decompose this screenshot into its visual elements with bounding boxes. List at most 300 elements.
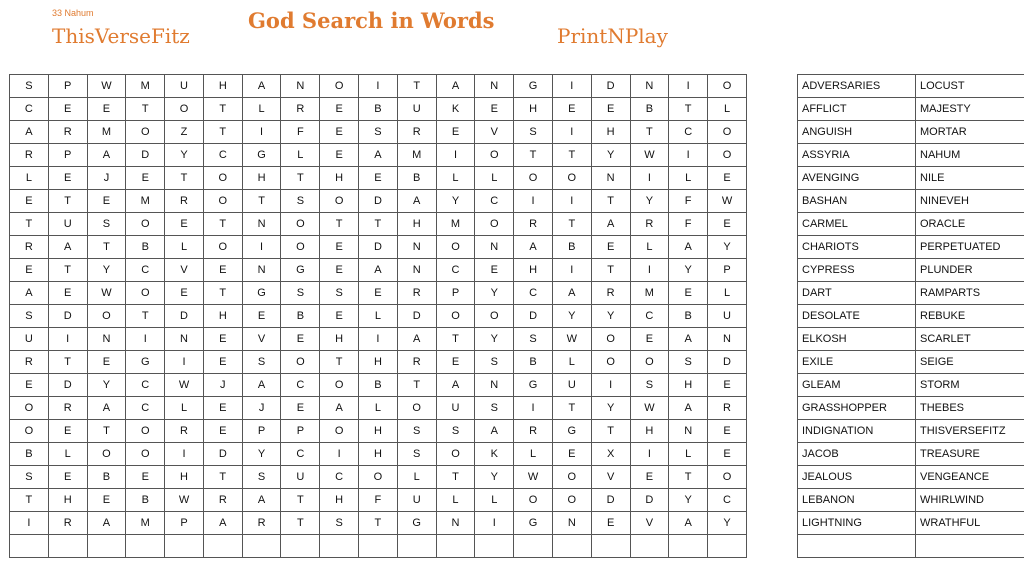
grid-cell: I: [552, 121, 591, 144]
grid-cell: C: [630, 305, 669, 328]
grid-cell: Y: [242, 443, 281, 466]
word-item: WHIRLWIND: [916, 489, 1024, 512]
grid-cell: O: [281, 236, 320, 259]
grid-row: [10, 144, 747, 167]
grid-cell: A: [669, 236, 708, 259]
grid-cell: N: [475, 75, 514, 98]
word-row: [798, 236, 1024, 259]
grid-cell: O: [126, 213, 165, 236]
word-item: RAMPARTS: [916, 282, 1024, 305]
grid-cell: R: [242, 512, 281, 535]
grid-row: [10, 466, 747, 489]
grid-cell: O: [320, 420, 359, 443]
grid-cell: O: [436, 305, 475, 328]
grid-cell: L: [165, 236, 204, 259]
grid-cell: L: [397, 466, 436, 489]
word-row: [798, 466, 1024, 489]
word-item: THISVERSEFITZ: [916, 420, 1024, 443]
grid-cell: S: [669, 351, 708, 374]
grid-cell: T: [552, 213, 591, 236]
grid-cell: E: [48, 420, 87, 443]
grid-cell: W: [165, 374, 204, 397]
grid-cell: G: [552, 420, 591, 443]
grid-cell: U: [708, 305, 747, 328]
grid-cell: E: [320, 121, 359, 144]
grid-cell: A: [669, 328, 708, 351]
grid-cell: O: [320, 374, 359, 397]
grid-cell: I: [552, 259, 591, 282]
grid-cell: M: [630, 282, 669, 305]
grid-row: [10, 420, 747, 443]
grid-cell: A: [10, 121, 49, 144]
grid-cell: R: [514, 213, 553, 236]
grid-cell: N: [242, 259, 281, 282]
grid-cell: T: [436, 466, 475, 489]
grid-cell: E: [48, 466, 87, 489]
grid-cell: P: [242, 420, 281, 443]
grid-cell: T: [397, 374, 436, 397]
grid-cell: M: [436, 213, 475, 236]
word-item: STORM: [916, 374, 1024, 397]
grid-cell: A: [87, 144, 126, 167]
grid-cell: Y: [552, 305, 591, 328]
word-row: [798, 489, 1024, 512]
word-row: [798, 98, 1024, 121]
grid-cell: Y: [708, 512, 747, 535]
grid-cell: J: [87, 167, 126, 190]
word-item-empty: [916, 535, 1024, 558]
grid-cell: O: [475, 144, 514, 167]
grid-cell: S: [397, 420, 436, 443]
grid-cell: S: [87, 213, 126, 236]
grid-cell: I: [126, 328, 165, 351]
grid-cell: I: [165, 351, 204, 374]
grid-cell: I: [514, 397, 553, 420]
word-item: ANGUISH: [798, 121, 916, 144]
grid-cell: R: [708, 397, 747, 420]
word-row: [798, 328, 1024, 351]
grid-cell: O: [708, 144, 747, 167]
grid-cell-empty: [669, 535, 708, 558]
grid-cell: O: [281, 351, 320, 374]
grid-cell: O: [281, 213, 320, 236]
grid-cell: S: [514, 121, 553, 144]
grid-cell: O: [552, 466, 591, 489]
word-row: [798, 282, 1024, 305]
grid-cell: I: [475, 512, 514, 535]
grid-cell: E: [10, 190, 49, 213]
grid-cell: E: [436, 351, 475, 374]
grid-cell: N: [397, 236, 436, 259]
grid-cell: I: [669, 144, 708, 167]
grid-cell: A: [242, 489, 281, 512]
grid-cell: O: [436, 443, 475, 466]
grid-cell-empty: [359, 535, 398, 558]
grid-cell: R: [10, 144, 49, 167]
grid-cell: O: [10, 397, 49, 420]
grid-cell: R: [397, 121, 436, 144]
grid-cell: Y: [436, 190, 475, 213]
grid-cell: T: [10, 489, 49, 512]
grid-cell: T: [359, 512, 398, 535]
grid-row: [10, 374, 747, 397]
grid-cell: I: [165, 443, 204, 466]
grid-cell: T: [203, 98, 242, 121]
grid-cell: T: [203, 213, 242, 236]
grid-cell: C: [126, 397, 165, 420]
grid-cell: C: [126, 259, 165, 282]
grid-cell-empty: [552, 535, 591, 558]
grid-cell: E: [87, 98, 126, 121]
grid-cell: N: [397, 259, 436, 282]
grid-cell: S: [397, 443, 436, 466]
grid-cell: H: [320, 328, 359, 351]
grid-cell: G: [514, 75, 553, 98]
grid-cell: L: [708, 98, 747, 121]
grid-cell: P: [48, 75, 87, 98]
grid-cell: G: [126, 351, 165, 374]
grid-cell: I: [242, 236, 281, 259]
grid-cell: U: [552, 374, 591, 397]
word-row: [798, 75, 1024, 98]
grid-cell: U: [397, 98, 436, 121]
grid-cell: A: [436, 75, 475, 98]
grid-cell: N: [242, 213, 281, 236]
word-item: CHARIOTS: [798, 236, 916, 259]
grid-cell: N: [669, 420, 708, 443]
grid-cell: I: [630, 167, 669, 190]
grid-cell-empty: [591, 535, 630, 558]
grid-cell: L: [669, 167, 708, 190]
grid-cell: E: [591, 512, 630, 535]
grid-cell: T: [87, 236, 126, 259]
grid-cell: A: [552, 282, 591, 305]
grid-row: [10, 167, 747, 190]
grid-cell: S: [320, 282, 359, 305]
word-item: AVENGING: [798, 167, 916, 190]
grid-cell: C: [320, 466, 359, 489]
grid-cell: F: [359, 489, 398, 512]
grid-cell: C: [10, 98, 49, 121]
grid-cell: D: [708, 351, 747, 374]
word-item: JEALOUS: [798, 466, 916, 489]
word-item: NINEVEH: [916, 190, 1024, 213]
grid-cell: H: [514, 259, 553, 282]
grid-cell: M: [126, 512, 165, 535]
grid-cell: A: [514, 236, 553, 259]
word-item: ELKOSH: [798, 328, 916, 351]
grid-cell: S: [475, 351, 514, 374]
grid-cell: Y: [475, 466, 514, 489]
grid-cell: O: [591, 328, 630, 351]
grid-cell: L: [630, 236, 669, 259]
grid-cell: D: [48, 374, 87, 397]
grid-cell: E: [87, 489, 126, 512]
grid-cell: T: [48, 190, 87, 213]
chapter-label: 33 Nahum: [52, 8, 94, 18]
grid-cell: E: [320, 236, 359, 259]
grid-cell: O: [10, 420, 49, 443]
word-item: ASSYRIA: [798, 144, 916, 167]
grid-cell: O: [126, 282, 165, 305]
grid-cell: C: [281, 443, 320, 466]
grid-cell: Y: [475, 282, 514, 305]
grid-cell: E: [708, 213, 747, 236]
grid-cell: E: [242, 305, 281, 328]
grid-cell: H: [203, 75, 242, 98]
grid-cell: S: [436, 420, 475, 443]
grid-cell: E: [10, 259, 49, 282]
grid-cell: Y: [591, 144, 630, 167]
grid-cell: D: [165, 305, 204, 328]
grid-cell: R: [10, 351, 49, 374]
grid-cell-empty: [708, 535, 747, 558]
grid-cell-empty: [48, 535, 87, 558]
grid-cell: L: [359, 305, 398, 328]
grid-cell: E: [591, 236, 630, 259]
grid-cell: T: [436, 328, 475, 351]
grid-cell: A: [397, 190, 436, 213]
grid-cell: E: [10, 374, 49, 397]
grid-cell: T: [242, 190, 281, 213]
grid-cell-empty: [203, 535, 242, 558]
grid-cell: V: [591, 466, 630, 489]
grid-cell: W: [87, 282, 126, 305]
grid-cell: A: [87, 397, 126, 420]
grid-row: [10, 282, 747, 305]
grid-cell-empty: [397, 535, 436, 558]
grid-cell: I: [320, 443, 359, 466]
word-item: AFFLICT: [798, 98, 916, 121]
grid-cell-empty: [320, 535, 359, 558]
grid-cell: P: [708, 259, 747, 282]
grid-row: [10, 512, 747, 535]
grid-cell: P: [436, 282, 475, 305]
grid-cell: H: [591, 121, 630, 144]
grid-cell: A: [242, 75, 281, 98]
grid-cell: Y: [87, 259, 126, 282]
grid-cell: E: [165, 213, 204, 236]
grid-cell: B: [359, 374, 398, 397]
grid-cell: N: [708, 328, 747, 351]
word-row: [798, 443, 1024, 466]
grid-cell: S: [281, 190, 320, 213]
grid-cell: O: [708, 75, 747, 98]
grid-row: [10, 397, 747, 420]
grid-cell: T: [591, 420, 630, 443]
grid-row: [10, 121, 747, 144]
grid-cell: I: [359, 328, 398, 351]
grid-cell: I: [591, 374, 630, 397]
word-item: CYPRESS: [798, 259, 916, 282]
grid-cell: O: [514, 167, 553, 190]
grid-cell: O: [475, 305, 514, 328]
grid-cell: V: [242, 328, 281, 351]
grid-cell: E: [281, 397, 320, 420]
grid-row: [10, 236, 747, 259]
grid-cell: U: [48, 213, 87, 236]
grid-cell: T: [203, 466, 242, 489]
grid-cell: E: [320, 259, 359, 282]
grid-cell: D: [630, 489, 669, 512]
grid-cell: T: [48, 259, 87, 282]
grid-cell: E: [126, 466, 165, 489]
grid-cell: C: [669, 121, 708, 144]
grid-cell: H: [630, 420, 669, 443]
grid-cell: Y: [669, 259, 708, 282]
grid-cell: O: [436, 236, 475, 259]
grid-cell: W: [514, 466, 553, 489]
grid-cell: O: [552, 167, 591, 190]
grid-cell: L: [552, 351, 591, 374]
grid-cell: O: [708, 121, 747, 144]
grid-cell: E: [630, 328, 669, 351]
grid-cell: Y: [591, 305, 630, 328]
grid-cell: H: [359, 443, 398, 466]
grid-cell: L: [436, 167, 475, 190]
word-item: TREASURE: [916, 443, 1024, 466]
grid-cell: N: [436, 512, 475, 535]
grid-cell: H: [320, 489, 359, 512]
grid-cell: V: [630, 512, 669, 535]
grid-cell: E: [669, 282, 708, 305]
grid-cell: A: [475, 420, 514, 443]
word-item: GLEAM: [798, 374, 916, 397]
word-list: [797, 74, 1024, 558]
word-item: PLUNDER: [916, 259, 1024, 282]
grid-cell: M: [126, 190, 165, 213]
grid-cell: A: [591, 213, 630, 236]
word-row: [798, 512, 1024, 535]
grid-row: [10, 259, 747, 282]
word-row: [798, 213, 1024, 236]
word-item: LEBANON: [798, 489, 916, 512]
grid-cell: Y: [475, 328, 514, 351]
grid-cell: E: [48, 282, 87, 305]
word-item: EXILE: [798, 351, 916, 374]
grid-cell: B: [397, 167, 436, 190]
grid-cell: I: [552, 75, 591, 98]
grid-cell: N: [591, 167, 630, 190]
grid-cell: Y: [165, 144, 204, 167]
word-item: GRASSHOPPER: [798, 397, 916, 420]
grid-cell: A: [242, 374, 281, 397]
grid-cell: E: [630, 466, 669, 489]
grid-cell: U: [10, 328, 49, 351]
grid-cell: T: [669, 98, 708, 121]
grid-cell: G: [514, 512, 553, 535]
grid-cell: E: [359, 282, 398, 305]
grid-cell: B: [630, 98, 669, 121]
grid-cell: S: [10, 466, 49, 489]
word-item: NILE: [916, 167, 1024, 190]
grid-cell: L: [10, 167, 49, 190]
grid-cell: C: [436, 259, 475, 282]
grid-cell: B: [514, 351, 553, 374]
grid-cell-empty: [87, 535, 126, 558]
word-row: [798, 397, 1024, 420]
grid-cell: L: [514, 443, 553, 466]
grid-cell: E: [359, 167, 398, 190]
grid-cell: G: [514, 374, 553, 397]
word-item: WRATHFUL: [916, 512, 1024, 535]
grid-cell: Y: [630, 190, 669, 213]
grid-cell: T: [165, 167, 204, 190]
grid-cell: I: [10, 512, 49, 535]
grid-cell: D: [359, 190, 398, 213]
grid-cell: B: [126, 236, 165, 259]
grid-cell: H: [514, 98, 553, 121]
grid-cell: T: [203, 282, 242, 305]
word-item: REBUKE: [916, 305, 1024, 328]
grid-cell: O: [475, 213, 514, 236]
grid-cell: C: [708, 489, 747, 512]
grid-cell: T: [320, 351, 359, 374]
grid-cell: L: [708, 282, 747, 305]
page-title: God Search in Words: [248, 8, 495, 33]
grid-cell-empty: [10, 535, 49, 558]
grid-cell: L: [281, 144, 320, 167]
word-item: CARMEL: [798, 213, 916, 236]
grid-cell: R: [397, 351, 436, 374]
grid-cell: A: [359, 144, 398, 167]
grid-cell: S: [320, 512, 359, 535]
grid-cell: T: [591, 190, 630, 213]
grid-row: [10, 351, 747, 374]
grid-cell: L: [48, 443, 87, 466]
grid-cell: G: [242, 282, 281, 305]
grid-cell: O: [514, 489, 553, 512]
grid-cell: I: [242, 121, 281, 144]
grid-cell: M: [87, 121, 126, 144]
grid-cell: I: [436, 144, 475, 167]
word-item: ORACLE: [916, 213, 1024, 236]
grid-cell: E: [126, 167, 165, 190]
grid-cell: R: [591, 282, 630, 305]
grid-cell: E: [708, 374, 747, 397]
grid-cell: E: [475, 98, 514, 121]
word-item: PERPETUATED: [916, 236, 1024, 259]
grid-cell: L: [669, 443, 708, 466]
grid-cell: H: [359, 351, 398, 374]
grid-cell: E: [591, 98, 630, 121]
grid-cell: O: [126, 420, 165, 443]
grid-row: [10, 489, 747, 512]
word-item: SCARLET: [916, 328, 1024, 351]
grid-cell: C: [514, 282, 553, 305]
grid-cell: O: [165, 98, 204, 121]
grid-cell: O: [203, 167, 242, 190]
grid-cell: G: [242, 144, 281, 167]
grid-row: [10, 75, 747, 98]
grid-cell: S: [475, 397, 514, 420]
grid-cell: E: [552, 443, 591, 466]
grid-cell: F: [669, 190, 708, 213]
grid-cell: B: [281, 305, 320, 328]
grid-cell: E: [48, 167, 87, 190]
grid-cell: O: [87, 443, 126, 466]
grid-cell: A: [48, 236, 87, 259]
word-item: ADVERSARIES: [798, 75, 916, 98]
grid-row: [10, 328, 747, 351]
grid-cell: T: [281, 489, 320, 512]
grid-cell: R: [281, 98, 320, 121]
grid-cell: I: [630, 443, 669, 466]
grid-cell: E: [320, 144, 359, 167]
grid-cell: E: [708, 167, 747, 190]
grid-cell: H: [669, 374, 708, 397]
grid-cell: E: [708, 420, 747, 443]
